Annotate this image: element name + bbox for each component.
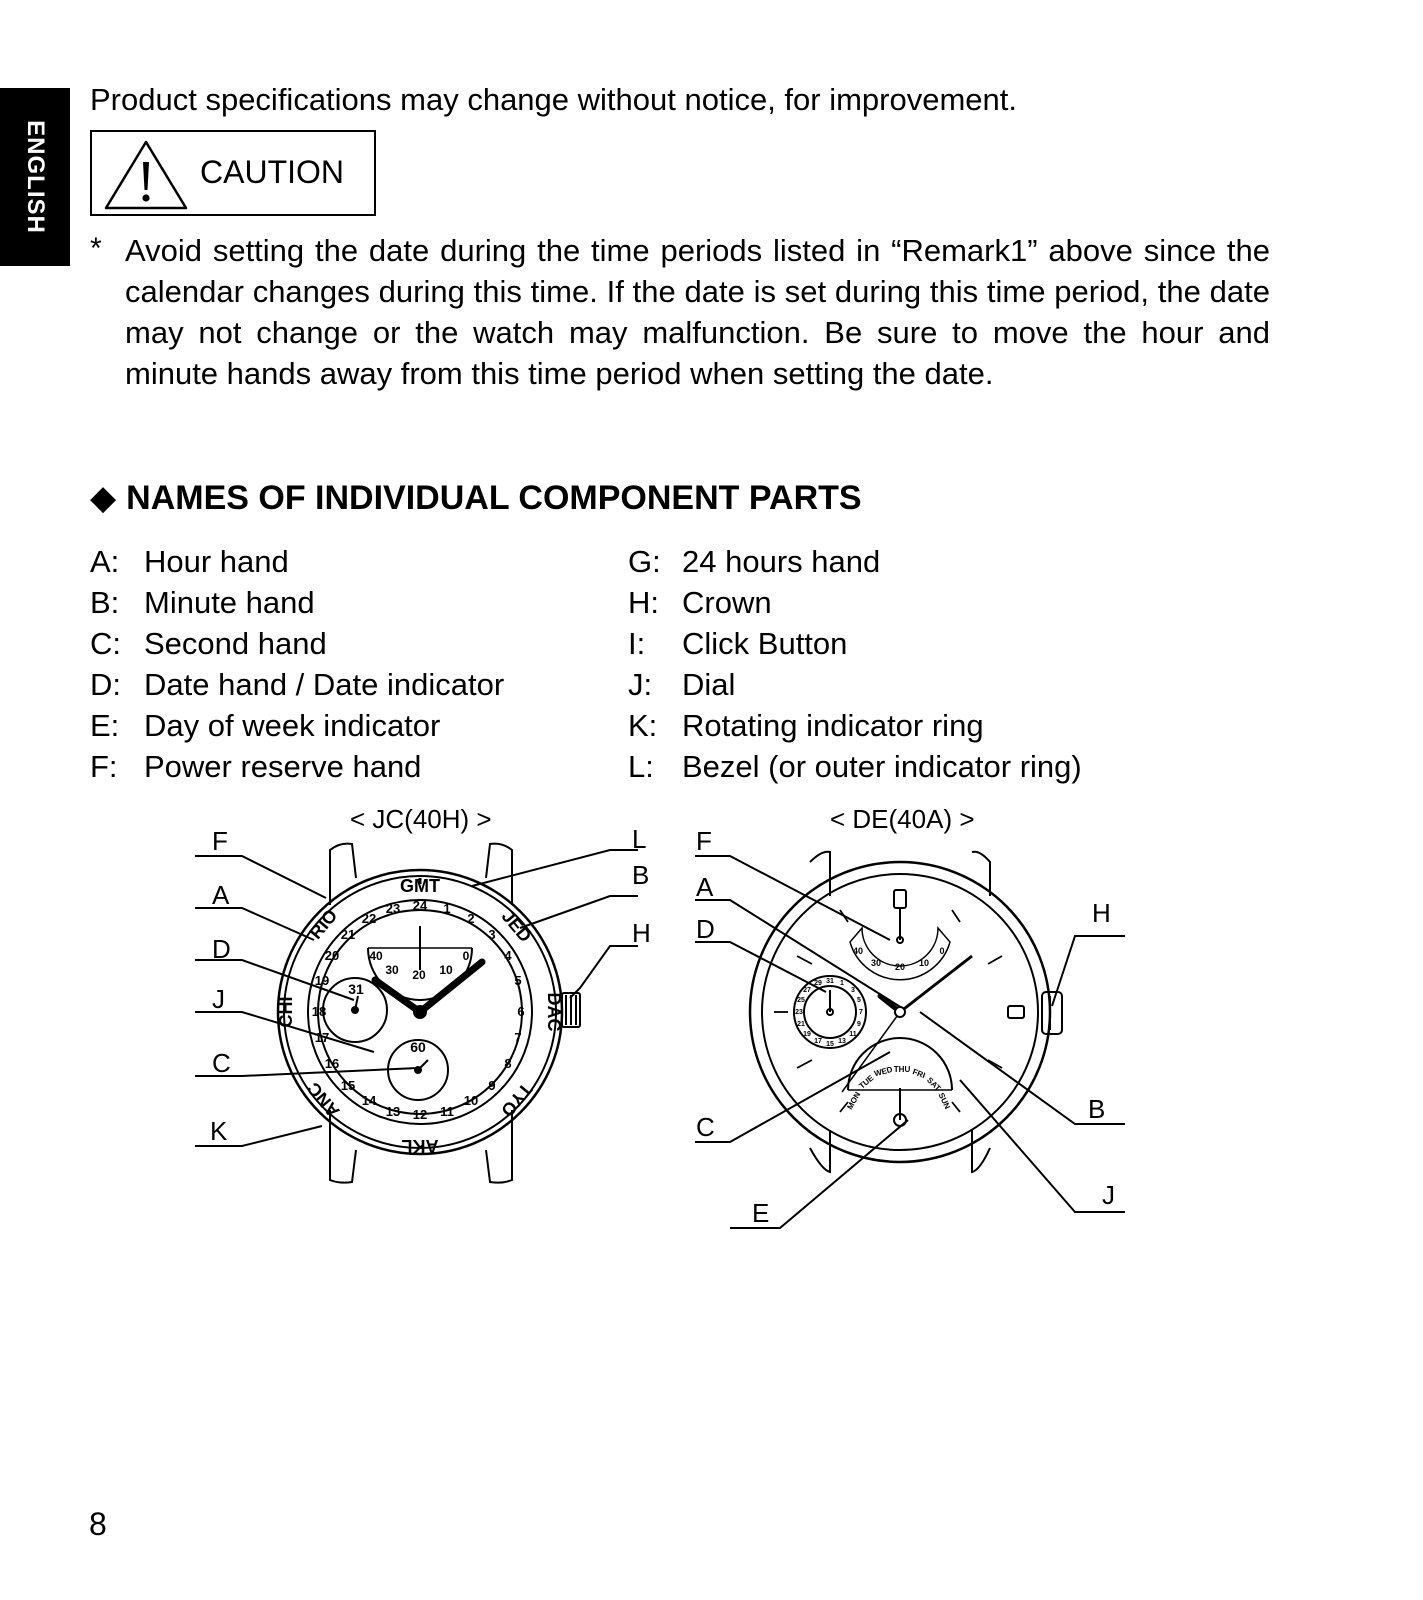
- weekday-label: THU: [893, 1065, 911, 1074]
- callout-f: F: [696, 826, 712, 856]
- hour-number: 7: [514, 1030, 522, 1045]
- callout-h: H: [632, 918, 651, 948]
- hour-number: 15: [340, 1078, 356, 1093]
- callout-f: F: [212, 826, 228, 856]
- hour-number: 18: [311, 1004, 327, 1019]
- callout-e: E: [752, 1198, 770, 1228]
- hour-number: 8: [504, 1056, 512, 1071]
- hour-number: 4: [504, 948, 512, 963]
- language-tab-label: ENGLISH: [22, 120, 49, 234]
- warning-icon: [102, 138, 190, 212]
- part-letter: H:: [628, 585, 659, 620]
- diamond-icon: ◆: [90, 479, 117, 517]
- watch-de40a: [695, 852, 1125, 1228]
- hour-number: 22: [361, 911, 377, 926]
- power-scale-label: 30: [385, 963, 399, 977]
- hour-number: 6: [517, 1004, 525, 1019]
- hour-number: 12: [412, 1107, 428, 1122]
- date-ring-number: 27: [803, 987, 811, 994]
- callout-h: H: [1092, 898, 1111, 928]
- hour-number: 14: [361, 1093, 377, 1108]
- date-ring-number: 19: [803, 1031, 811, 1038]
- bezel-label-rio: RIO: [305, 905, 342, 943]
- callout-a: A: [212, 880, 230, 910]
- date-ring-number: 11: [849, 1031, 857, 1038]
- date-ring-number: 31: [826, 978, 834, 985]
- power-scale-label: 20: [894, 962, 906, 972]
- part-name: Power reserve hand: [144, 749, 422, 784]
- language-tab: [0, 88, 70, 266]
- date-ring-number: 5: [857, 997, 861, 1004]
- callout-b: B: [1088, 1094, 1106, 1124]
- hour-number: 1: [443, 901, 451, 916]
- callout-a: A: [696, 872, 714, 902]
- weekday-label: SAT: [925, 1075, 943, 1093]
- hour-number: 23: [385, 901, 401, 916]
- part-letter: G:: [628, 544, 661, 579]
- part-name: Minute hand: [144, 585, 315, 620]
- hour-number: 16: [324, 1056, 340, 1071]
- weekday-label: MON: [845, 1090, 863, 1112]
- parts-list-left: [90, 541, 504, 787]
- date-ring-number: 23: [795, 1009, 803, 1016]
- date-ring-number: 21: [797, 1021, 805, 1028]
- date-ring-number: 17: [814, 1038, 822, 1045]
- date-ring-number: 9: [857, 1021, 861, 1028]
- part-letter: D:: [90, 667, 121, 702]
- weekday-label: WED: [873, 1064, 894, 1079]
- part-letter: L:: [628, 749, 654, 784]
- caution-bullet: *: [90, 232, 102, 265]
- part-letter: A:: [90, 544, 120, 579]
- figure-title-jc40h: < JC(40H) >: [350, 804, 492, 834]
- hour-number: 19: [314, 973, 330, 988]
- bezel-label-akl: AKL: [401, 1136, 439, 1156]
- part-letter: J:: [628, 667, 653, 702]
- hour-number: 17: [314, 1030, 330, 1045]
- part-letter: B:: [90, 585, 120, 620]
- part-letter: E:: [90, 708, 120, 743]
- watch-de40a-hands: [827, 908, 972, 1126]
- hour-number: 21: [340, 927, 356, 942]
- part-letter: C:: [90, 626, 121, 661]
- callout-d: D: [696, 914, 715, 944]
- date-value: 31: [348, 981, 364, 997]
- parts-list-right: [628, 541, 1082, 787]
- list-item: [90, 623, 504, 664]
- bezel-label-tyo: TYO: [497, 1079, 537, 1121]
- part-name: Bezel (or outer indicator ring): [682, 749, 1082, 784]
- part-name: 24 hours hand: [682, 544, 881, 579]
- caution-label: CAUTION: [200, 154, 344, 190]
- callout-c: C: [696, 1112, 715, 1142]
- part-name: Crown: [682, 585, 772, 620]
- weekday-label: FRI: [911, 1067, 927, 1081]
- hour-number: 13: [385, 1104, 401, 1119]
- callout-j: J: [212, 984, 225, 1014]
- list-item: [90, 664, 504, 705]
- date-ring-number: 7: [859, 1009, 863, 1016]
- seconds-value: 60: [410, 1039, 426, 1055]
- part-name: Click Button: [682, 626, 848, 661]
- list-item: [628, 541, 1082, 582]
- power-scale-label: 20: [412, 968, 426, 982]
- watch-diagrams: [190, 804, 1190, 1260]
- list-item: [628, 664, 1082, 705]
- bezel-label-chi: CHI: [276, 996, 296, 1028]
- weekday-label: TUE: [857, 1073, 876, 1091]
- list-item: [90, 746, 504, 787]
- callout-d: D: [212, 934, 231, 964]
- hour-number: 9: [488, 1078, 496, 1093]
- callout-j: J: [1102, 1180, 1115, 1210]
- list-item: [90, 705, 504, 746]
- power-scale-label: 0: [462, 949, 470, 963]
- part-name: Hour hand: [144, 544, 289, 579]
- part-name: Rotating indicator ring: [682, 708, 984, 743]
- callout-b: B: [632, 860, 650, 890]
- power-scale-label: 10: [439, 963, 453, 977]
- hour-number: 11: [440, 1104, 454, 1119]
- bezel-label-jed: JED: [497, 906, 536, 946]
- list-item: [90, 582, 504, 623]
- power-scale-label: 10: [918, 958, 930, 968]
- power-scale-label: 40: [852, 946, 864, 956]
- hour-number: 3: [488, 927, 496, 942]
- hour-number: 20: [324, 948, 340, 963]
- caution-box: [90, 130, 376, 216]
- page-number: 8: [89, 1506, 107, 1542]
- list-item: [90, 541, 504, 582]
- date-ring-number: 25: [797, 997, 805, 1004]
- date-ring-number: 13: [838, 1038, 846, 1045]
- callout-k: K: [210, 1116, 228, 1146]
- weekday-label: SUN: [936, 1091, 952, 1111]
- power-scale-label: 0: [939, 946, 945, 956]
- date-ring-number: 3: [851, 987, 855, 994]
- figure-title-de40a: < DE(40A) >: [830, 804, 975, 834]
- part-letter: K:: [628, 708, 658, 743]
- part-name: Dial: [682, 667, 736, 702]
- bezel-label-gmt: GMT: [400, 876, 440, 896]
- hour-number: 2: [467, 911, 475, 926]
- callout-l: L: [632, 824, 647, 854]
- part-name: Date hand / Date indicator: [144, 667, 505, 702]
- part-name: Second hand: [144, 626, 327, 661]
- spec-notice: Product specifications may change without notice, for improvement.: [90, 82, 1018, 117]
- bezel-label-anc: ANC: [303, 1078, 344, 1122]
- bezel-label-dac: DAC: [544, 992, 564, 1032]
- part-letter: F:: [90, 749, 118, 784]
- hour-number: 5: [514, 973, 522, 988]
- part-letter: I:: [628, 626, 646, 661]
- power-scale-label: 30: [870, 958, 882, 968]
- section-title: NAMES OF INDIVIDUAL COMPONENT PARTS: [126, 479, 862, 517]
- section-heading: [90, 478, 862, 518]
- date-ring-number: 1: [840, 980, 844, 987]
- callout-c: C: [212, 1048, 231, 1078]
- list-item: [628, 705, 1082, 746]
- hour-number: 24: [412, 898, 428, 913]
- hour-number: 10: [463, 1093, 479, 1108]
- power-scale-label: 40: [369, 949, 383, 963]
- list-item: [628, 582, 1082, 623]
- date-ring-number: 15: [826, 1041, 834, 1048]
- list-item: [628, 746, 1082, 787]
- part-name: Day of week indicator: [144, 708, 441, 743]
- list-item: [628, 623, 1082, 664]
- caution-text: Avoid setting the date during the time periods listed in “Remark1” above since the calendar changes during this time. If the date is set during this time period, the date may not change or the watch may malfunction. Be sure to move the hour and minute hands away from this time period when setting the date.: [125, 233, 1270, 391]
- date-ring-number: 29: [814, 980, 822, 987]
